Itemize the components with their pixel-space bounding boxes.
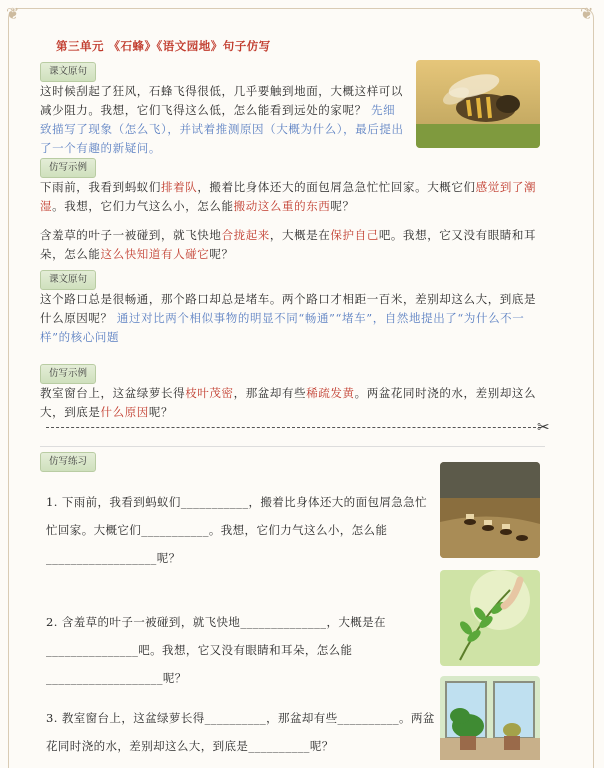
text: 。我想，它们力气这么小，怎么能 — [208, 523, 388, 537]
original-sentence-1 — [40, 82, 405, 158]
corner-ornament-icon: ❦ — [6, 4, 20, 23]
text: 呢？ — [330, 199, 355, 213]
answer-blank[interactable]: __________ — [248, 739, 310, 753]
text: 。两盆花同时浇的水，差别却这么大，到底是 — [40, 386, 537, 419]
highlight: 什么原因 — [100, 405, 149, 419]
corner-ornament-icon: ❦ — [580, 4, 594, 23]
text: ，大概是在 — [269, 228, 331, 242]
text: 吧。我想，它又没有眼睛和耳朵，怎么能 — [40, 228, 537, 261]
highlight: 保护自己 — [330, 228, 379, 242]
answer-blank[interactable]: __________ — [337, 711, 400, 725]
practice-item-3 — [46, 704, 436, 760]
badge-example-2: 仿写示例 — [40, 364, 96, 384]
text: 呢？ — [162, 671, 187, 685]
text: 1. 下雨前，我看到蚂蚁们 — [46, 495, 181, 509]
page-title: 第三单元 《石蜂》《语文园地》句子仿写 — [56, 39, 271, 53]
original-note-1: 先细致描写了现象（怎么飞），并试着推测原因（大概为什么），最后提出了一个有趣的新疑问。 — [40, 103, 404, 155]
text: ，搬着比身体还大的面包屑急急忙忙回家。大概它们 — [46, 495, 427, 537]
text: 呢？ — [309, 739, 334, 753]
original-note-2: 通过对比两个相似事物的明显不同“畅通”“堵车”，自然地提出了“为什么不一样”的核心问题 — [40, 311, 525, 344]
text: 吧。我想，它又没有眼睛和耳朵，怎么能 — [138, 643, 353, 657]
answer-blank[interactable]: ___________ — [180, 495, 249, 509]
plants-window-image — [440, 676, 540, 760]
highlight: 合拢起来 — [221, 228, 270, 242]
mimosa-image — [440, 570, 540, 666]
answer-blank[interactable]: _______________ — [46, 643, 139, 657]
practice-item-1 — [46, 488, 436, 572]
highlight: 排着队 — [161, 180, 198, 194]
example-paragraph-3 — [40, 384, 540, 422]
scissors-icon: ✂ — [537, 418, 550, 436]
text: 。两盆花同时浇的水，差别却这么大，到底是 — [46, 711, 435, 753]
text: ，大概是在 — [326, 615, 386, 629]
answer-blank[interactable]: __________ — [204, 711, 267, 725]
highlight: 枝叶茂密 — [185, 386, 234, 400]
text: ，那盆却有些 — [233, 386, 307, 400]
original-text-1: 这时候刮起了狂风，石蜂飞得很低，几乎要触到地面，大概这样可以减少阻力。我想，它们飞得这么低，怎么能看到远处的家呢？ — [40, 84, 403, 117]
text: ，搬着比身体还大的面包屑急急忙忙回家。大概它们 — [197, 180, 476, 194]
text: 3. 教室窗台上，这盆绿萝长得 — [46, 711, 205, 725]
cut-line — [46, 427, 541, 428]
text: ，那盆却有些 — [266, 711, 338, 725]
badge-original-2: 课文原句 — [40, 270, 96, 290]
text: 呢？ — [156, 551, 181, 565]
answer-blank[interactable]: ___________ — [141, 523, 209, 537]
text: 2. 含羞草的叶子一被碰到，就飞快地 — [46, 615, 241, 629]
text: 教室窗台上，这盆绿萝长得 — [40, 386, 186, 400]
text: 下雨前，我看到蚂蚁们 — [40, 180, 161, 194]
highlight: 稀疏发黄 — [306, 386, 355, 400]
badge-original-1: 课文原句 — [40, 62, 96, 82]
highlight: 搬动这么重的东西 — [233, 199, 331, 213]
highlight: 感觉到了潮湿 — [40, 180, 537, 213]
answer-blank[interactable]: ______________ — [240, 615, 327, 629]
highlight: 这么快知道有人碰它 — [100, 247, 210, 261]
text: 。我想，它们力气这么小，怎么能 — [52, 199, 234, 213]
ants-image — [440, 462, 540, 558]
practice-item-2 — [46, 608, 436, 692]
example-paragraph-2 — [40, 226, 540, 264]
example-paragraph-1 — [40, 178, 540, 216]
text: 含羞草的叶子一被碰到，就飞快地 — [40, 228, 222, 242]
badge-example-1: 仿写示例 — [40, 158, 96, 178]
answer-blank[interactable]: __________________ — [46, 551, 157, 565]
answer-blank[interactable]: ___________________ — [46, 671, 163, 685]
divider — [40, 446, 545, 447]
text: 呢？ — [209, 247, 234, 261]
bee-image — [416, 60, 540, 148]
original-sentence-2 — [40, 290, 540, 347]
badge-practice: 仿写练习 — [40, 452, 96, 472]
original-text-2: 这个路口总是很畅通，那个路口却总是堵车。两个路口才相距一百米，差别却这么大，到底是什么原因呢？ — [40, 292, 537, 325]
text: 呢？ — [148, 405, 174, 419]
